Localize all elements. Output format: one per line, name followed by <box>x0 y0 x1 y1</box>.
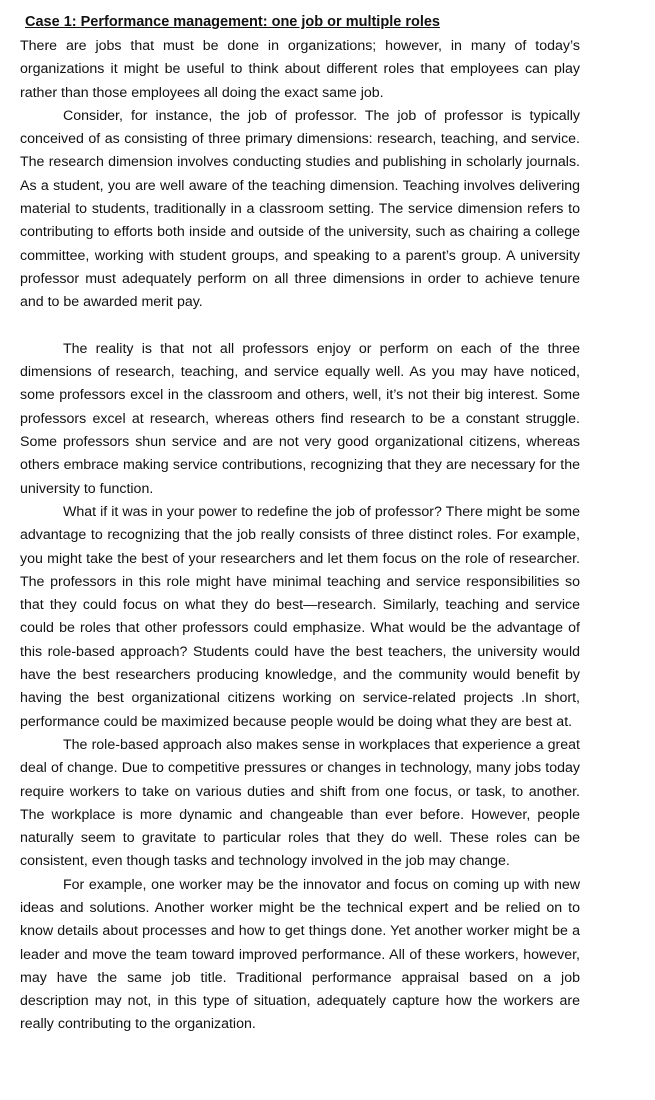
paragraph-redefine-job: What if it was in your power to redefine the job of professor? There might be some advantage to recognizing that the job really consists of three distinct roles. For example, you might take the best of your researchers and let them focus on the role of researcher. The professors in this role might have minimal teaching and service responsibilities so that they could focus on what they do best—research. Similarly, teaching and service could be roles that other professors could emphasize. What would be the advantage of this role-based approach? Students could have the best teachers, the university would have the best researchers producing knowledge, and the community would benefit by having the best organizational citizens working on service-related projects .In short, performance could be maximized because people would be doing what they are best at. <box>20 503 580 730</box>
paragraph-intro: There are jobs that must be done in organizations; however, in many of today’s organizations it might be useful to think about different roles that employees can play rather than those employees all doing the exact same job. <box>20 38 580 101</box>
case-body <box>20 35 580 1037</box>
paragraph-professor-job: Consider, for instance, the job of professor. The job of professor is typically conceived of as consisting of three primary dimensions: research, teaching, and service. The research dimension involves conducting studies and publishing in scholarly journals. As a student, you are well aware of the teaching dimension. Teaching involves delivering material to students, traditionally in a classroom setting. The service dimension refers to contributing to efforts both inside and outside of the university, such as chairing a college committee, working with student groups, and speaking to a parent’s group. A university professor must adequately perform on all three dimensions in order to achieve tenure and to be awarded merit pay. <box>20 107 580 311</box>
paragraph-example-roles: For example, one worker may be the innovator and focus on coming up with new ideas and solutions. Another worker might be the technical expert and be relied on to know details about processes and how to get things done. Yet another worker might be a leader and move the team toward improved performance. All of these workers, however, may have the same job title. Traditional performance appraisal based on a job description may not, in this type of situation, adequately capture how the workers are really contributing to the organization. <box>20 876 580 1033</box>
paragraph-reality: The reality is that not all professors enjoy or perform on each of the three dimensions of research, teaching, and service equally well. As you may have noticed, some professors excel in the classroom and others, well, it’s not their big interest. Some professors excel at research, whereas others find research to be a constant struggle. Some professors shun service and are not very good organizational citizens, whereas others embrace making service contributions, recognizing that they are necessary for the university to function. <box>20 340 580 497</box>
case-title: Case 1: Performance management: one job or multiple roles <box>25 14 440 30</box>
paragraph-role-based-approach: The role-based approach also makes sense in workplaces that experience a great deal of change. Due to competitive pressures or changes in technology, many jobs today require workers to take on various duties and shift from one focus, or task, to another. The workplace is more dynamic and changeable than ever before. However, people naturally seem to gravitate to particular roles that they do well. These roles can be consistent, even though tasks and technology involved in the job may change. <box>20 736 580 870</box>
